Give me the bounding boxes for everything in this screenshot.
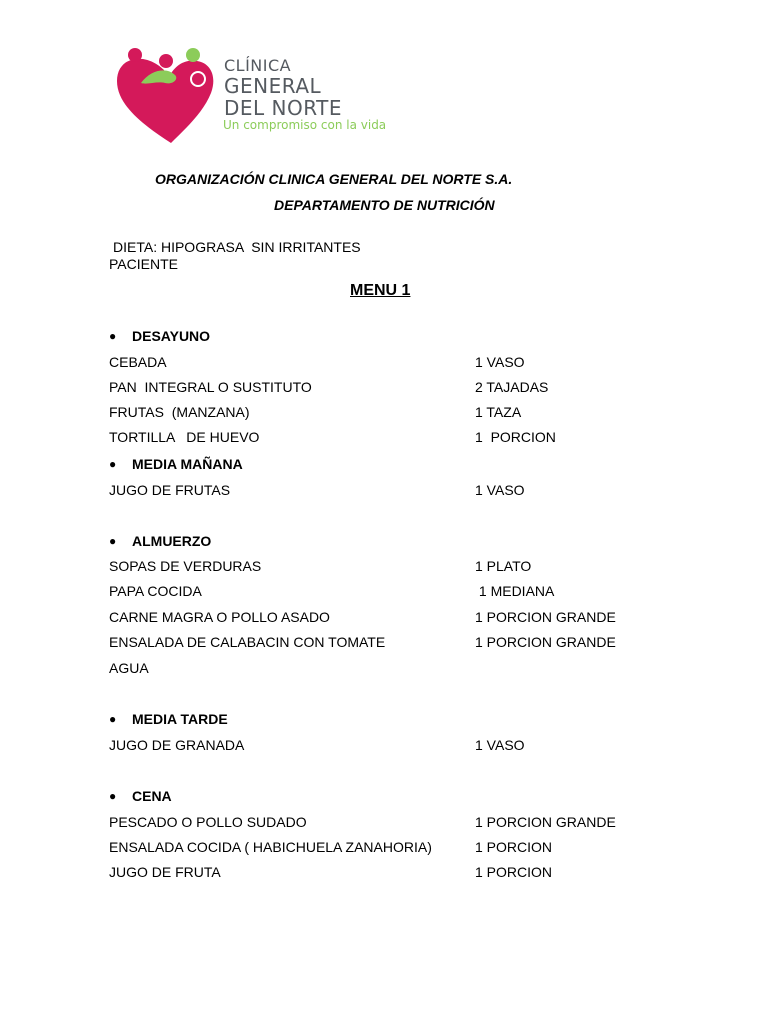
menu-item: [109, 607, 616, 627]
item-name: JUGO DE GRANADA: [109, 737, 245, 753]
item-name: FRUTAS (MANZANA): [109, 404, 250, 420]
item-name: CEBADA: [109, 354, 167, 370]
bullet-icon: ●: [109, 534, 117, 548]
item-name: ENSALADA COCIDA ( HABICHUELA ZANAHORIA): [109, 839, 432, 855]
menu-item: [109, 402, 522, 422]
department-title: DEPARTAMENTO DE NUTRICIÓN: [274, 197, 495, 213]
meal-section-media-manana: [109, 454, 243, 474]
menu-item: [109, 352, 525, 372]
item-name: JUGO DE FRUTA: [109, 864, 221, 880]
section-title: MEDIA TARDE: [132, 711, 228, 727]
logo-tagline: Un compromiso con la vida: [223, 118, 387, 132]
item-name: JUGO DE FRUTAS: [109, 482, 231, 498]
bullet-icon: ●: [109, 789, 117, 803]
heart-logo-icon: [113, 43, 223, 145]
section-title: ALMUERZO: [132, 533, 212, 549]
logo-line-general: GENERAL: [224, 74, 322, 98]
item-name: PAN INTEGRAL O SUSTITUTO: [109, 379, 312, 395]
meal-section-almuerzo: [109, 531, 211, 551]
item-quantity: 1 VASO: [475, 737, 525, 753]
menu-item: [109, 735, 525, 755]
item-quantity: 1 VASO: [475, 482, 525, 498]
menu-item: [109, 581, 555, 601]
menu-item: [109, 812, 616, 832]
section-title: CENA: [132, 788, 172, 804]
item-name: CARNE MAGRA O POLLO ASADO: [109, 609, 330, 625]
menu-item: [109, 377, 549, 397]
meal-section-desayuno: [109, 326, 210, 346]
item-name: AGUA: [109, 660, 149, 676]
item-quantity: 1 PORCION GRANDE: [475, 609, 616, 625]
item-quantity: 1 VASO: [475, 354, 525, 370]
meal-section-media-tarde: [109, 709, 228, 729]
patient-label: PACIENTE: [109, 256, 178, 272]
menu-item: [109, 837, 553, 857]
item-name: TORTILLA DE HUEVO: [109, 429, 260, 445]
clinic-logo: [113, 43, 398, 145]
bullet-icon: ●: [109, 457, 117, 471]
item-name: SOPAS DE VERDURAS: [109, 558, 262, 574]
item-name: PESCADO O POLLO SUDADO: [109, 814, 307, 830]
item-quantity: 1 MEDIANA: [475, 583, 555, 599]
logo-line-clinica: CLÍNICA: [224, 56, 292, 75]
menu-title: MENU 1: [350, 282, 411, 299]
logo-wordmark: [224, 57, 342, 119]
item-quantity: 1 PORCION GRANDE: [475, 814, 616, 830]
menu-item: [109, 480, 525, 500]
menu-item: [109, 556, 532, 576]
menu-item: [109, 862, 553, 882]
menu-item: [109, 658, 149, 678]
item-quantity: 1 PORCION: [475, 864, 553, 880]
menu-item: [109, 427, 556, 447]
item-name: ENSALADA DE CALABACIN CON TOMATE: [109, 634, 386, 650]
menu-item: [109, 632, 616, 652]
bullet-icon: ●: [109, 712, 117, 726]
logo-line-del-norte: DEL NORTE: [224, 96, 343, 120]
item-quantity: 1 PLATO: [475, 558, 532, 574]
item-quantity: 1 TAZA: [475, 404, 522, 420]
item-quantity: 1 PORCION: [475, 429, 556, 445]
section-title: MEDIA MAÑANA: [132, 456, 243, 472]
organization-title: ORGANIZACIÓN CLINICA GENERAL DEL NORTE S.A.: [155, 171, 513, 187]
item-quantity: 1 PORCION GRANDE: [475, 634, 616, 650]
section-title: DESAYUNO: [132, 328, 211, 344]
meal-section-cena: [109, 786, 172, 806]
bullet-icon: ●: [109, 329, 117, 343]
diet-label: DIETA: HIPOGRASA SIN IRRITANTES: [113, 239, 361, 255]
item-quantity: 1 PORCION: [475, 839, 553, 855]
item-quantity: 2 TAJADAS: [475, 379, 549, 395]
item-name: PAPA COCIDA: [109, 583, 202, 599]
